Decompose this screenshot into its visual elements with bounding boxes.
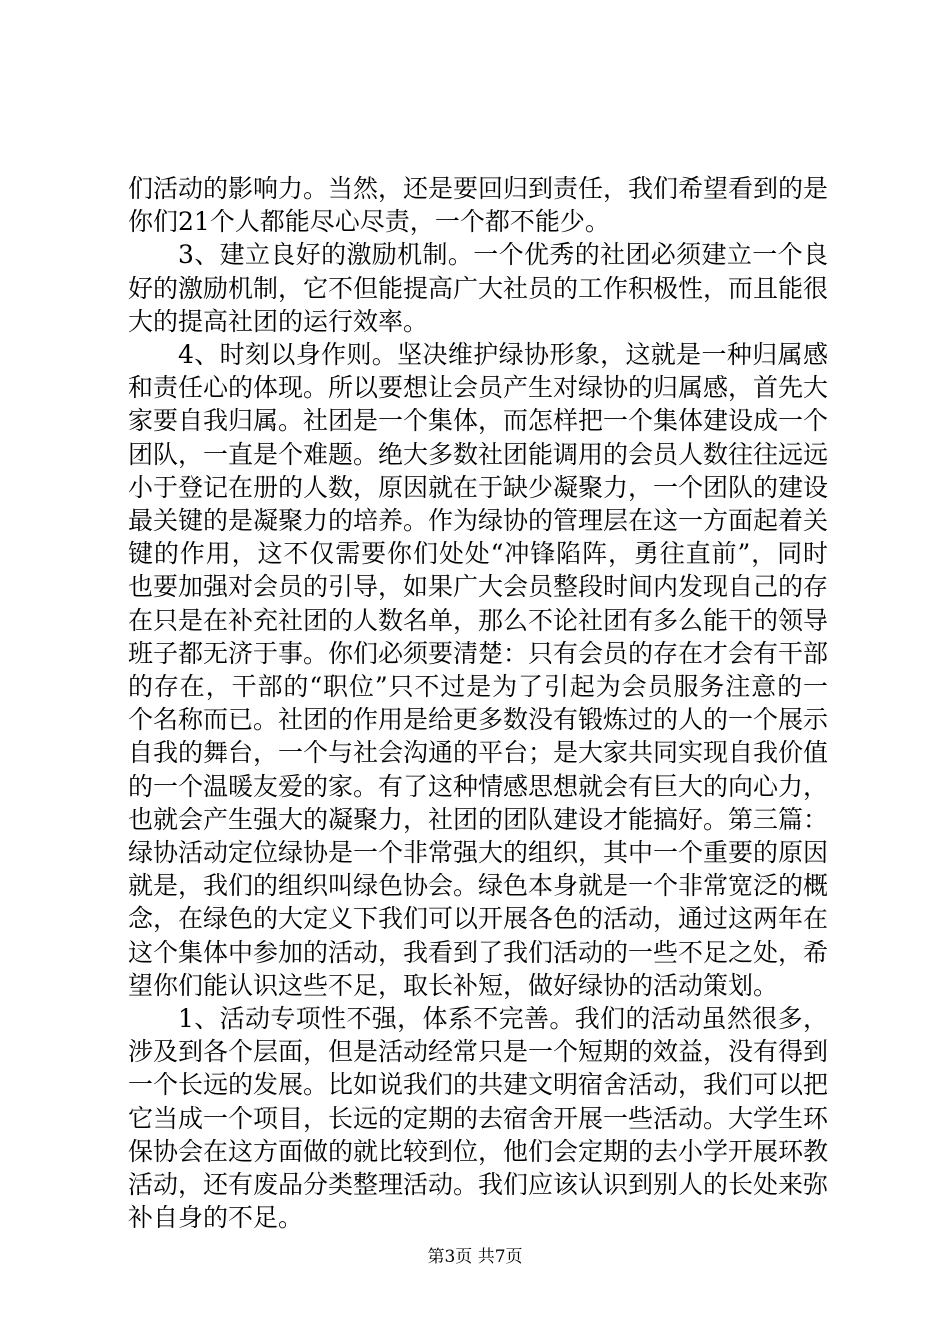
paragraph-activity-specialization: 1、活动专项性不强，体系不完善。我们的活动虽然很多，涉及到各个层面，但是活动经常只是一个短期的效益，没有得到一个长远的发展。比如说我们的共建文明宿舍活动，我们可以把它当成一个项目，长远的定期的去宿舍开展一些活动。大学生环保协会在这方面做的就比较到位，他们会定期的去小学开展环教活动，还有废品分类整理活动。我们应该认识到别人的长处来弥补自身的不足。 <box>128 1004 829 1233</box>
paragraph-incentive-mechanism: 3、建立良好的激励机制。一个优秀的社团必须建立一个良好的激励机制，它不但能提高广大社员的工作积极性，而且能很大的提高社团的运行效率。 <box>128 240 829 336</box>
paragraph-lead-by-example: 4、时刻以身作则。坚决维护绿协形象，这就是一种归属感和责任心的体现。所以要想让会员产生对绿协的归属感，首先大家要自我归属。社团是一个集体，而怎样把一个集体建设成一个团队，一直是个难题。绝大多数社团能调用的会员人数往往远远小于登记在册的人数，原因就在于缺少凝聚力，一个团队的建设最关键的是凝聚力的培养。作为绿协的管理层在这一方面起着关键的作用，这不仅需要你们处处“冲锋陷阵，勇往直前”，同时也要加强对会员的引导，如果广大会员整段时间内发现自己的存在只是在补充社团的人数名单，那么不论社团有多么能干的领导班子都无济于事。你们必须要清楚：只有会员的存在才会有干部的存在，干部的“职位”只不过是为了引起为会员服务注意的一个名称而已。社团的作用是给更多数没有锻炼过的人的一个展示自我的舞台，一个与社会沟通的平台；是大家共同实现自我价值的一个温暖友爱的家。有了这种情感思想就会有巨大的向心力，也就会产生强大的凝聚力，社团的团队建设才能搞好。第三篇：绿协活动定位绿协是一个非常强大的组织，其中一个重要的原因就是，我们的组织叫绿色协会。绿色本身就是一个非常宽泛的概念，在绿色的大定义下我们可以开展各色的活动，通过这两年在这个集体中参加的活动，我看到了我们活动的一些不足之处，希望你们能认识这些不足，取长补短，做好绿协的活动策划。 <box>128 340 829 1000</box>
paragraph-continuation: 们活动的影响力。当然，还是要回归到责任，我们希望看到的是你们21个人都能尽心尽责，一个都不能少。 <box>128 174 829 237</box>
document-body <box>128 172 828 1235</box>
page-footer: 第3页 共7页 <box>427 1247 523 1267</box>
